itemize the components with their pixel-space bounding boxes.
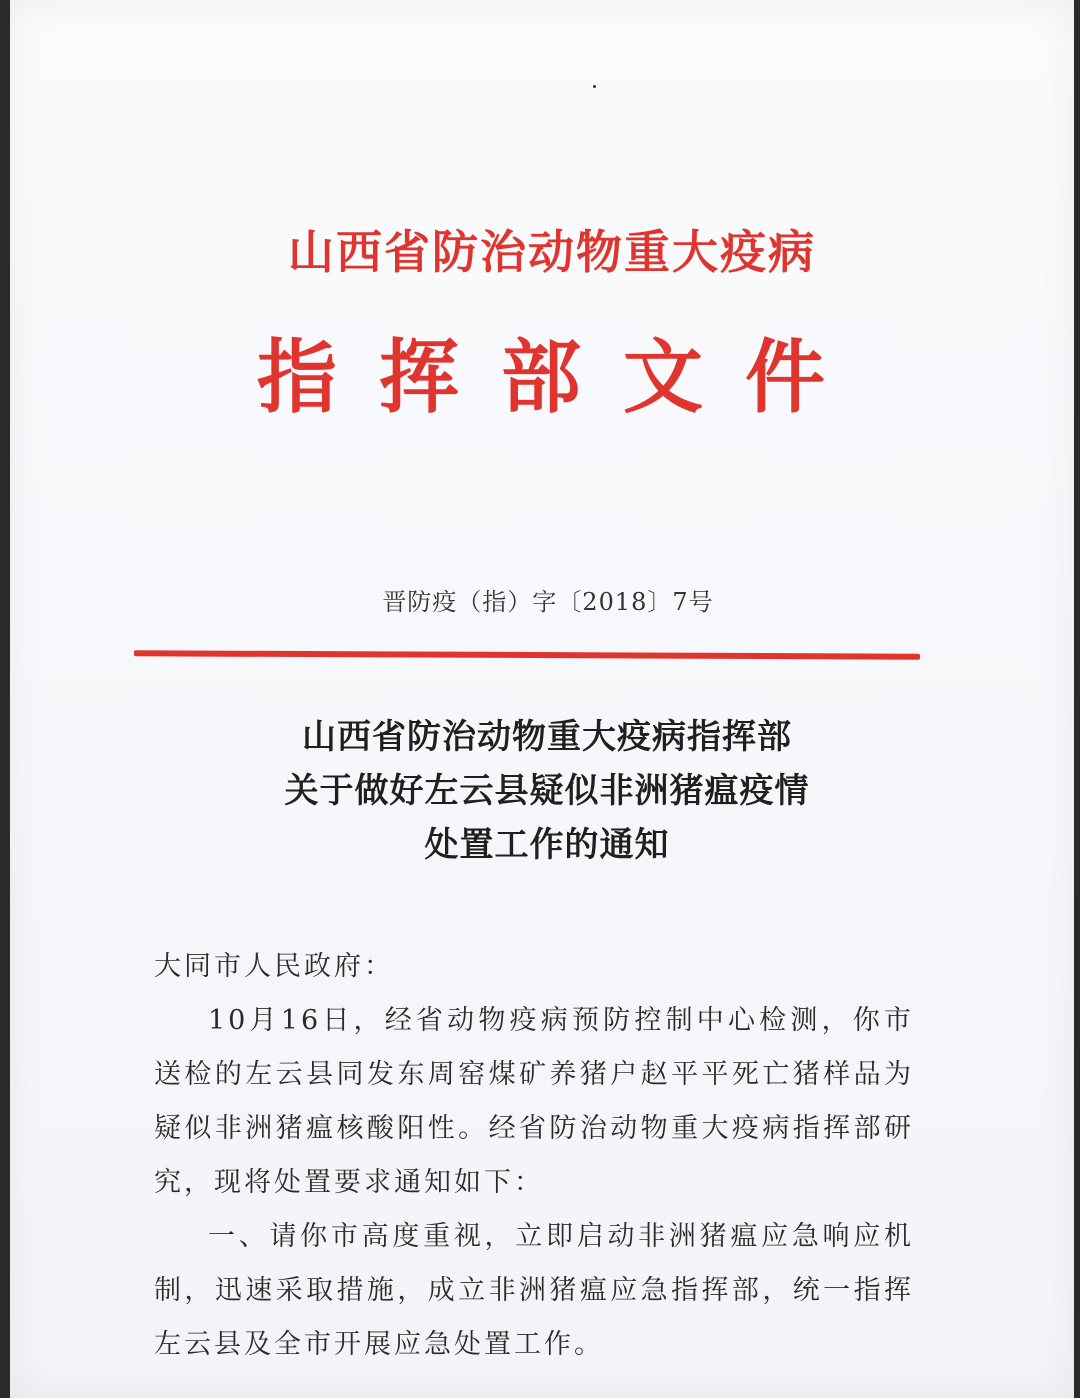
title-line-2: 关于做好左云县疑似非洲猪瘟疫情 bbox=[284, 771, 810, 811]
notice-body bbox=[154, 940, 914, 1372]
notice-title bbox=[10, 710, 1074, 872]
title-line-3: 处置工作的通知 bbox=[424, 825, 670, 865]
header-document-type: 指挥部文件 bbox=[257, 331, 867, 424]
salutation: 大同市人民政府： bbox=[154, 951, 394, 982]
paragraph-1: 10月16日，经省动物疫病预防控制中心检测，你市送检的左云县同发东周窑煤矿养猪户赵平平死亡猪样品为疑似非洲猪瘟核酸阳性。经省防治动物重大疫病指挥部研究，现将处置要求通知如下： bbox=[154, 1005, 914, 1198]
paper-speck bbox=[593, 85, 596, 88]
paragraph-2: 一、请你市高度重视，立即启动非洲猪瘟应急响应机制，迅速采取措施，成立非洲猪瘟应急指挥部，统一指挥左云县及全市开展应急处置工作。 bbox=[154, 1221, 914, 1360]
document-page bbox=[10, 0, 1074, 1398]
document-number: 晋防疫（指）字〔2018〕7号 bbox=[382, 588, 714, 616]
red-divider bbox=[134, 650, 920, 659]
title-line-1: 山西省防治动物重大疫病指挥部 bbox=[302, 717, 792, 757]
header-organization: 山西省防治动物重大疫病 bbox=[288, 225, 816, 279]
